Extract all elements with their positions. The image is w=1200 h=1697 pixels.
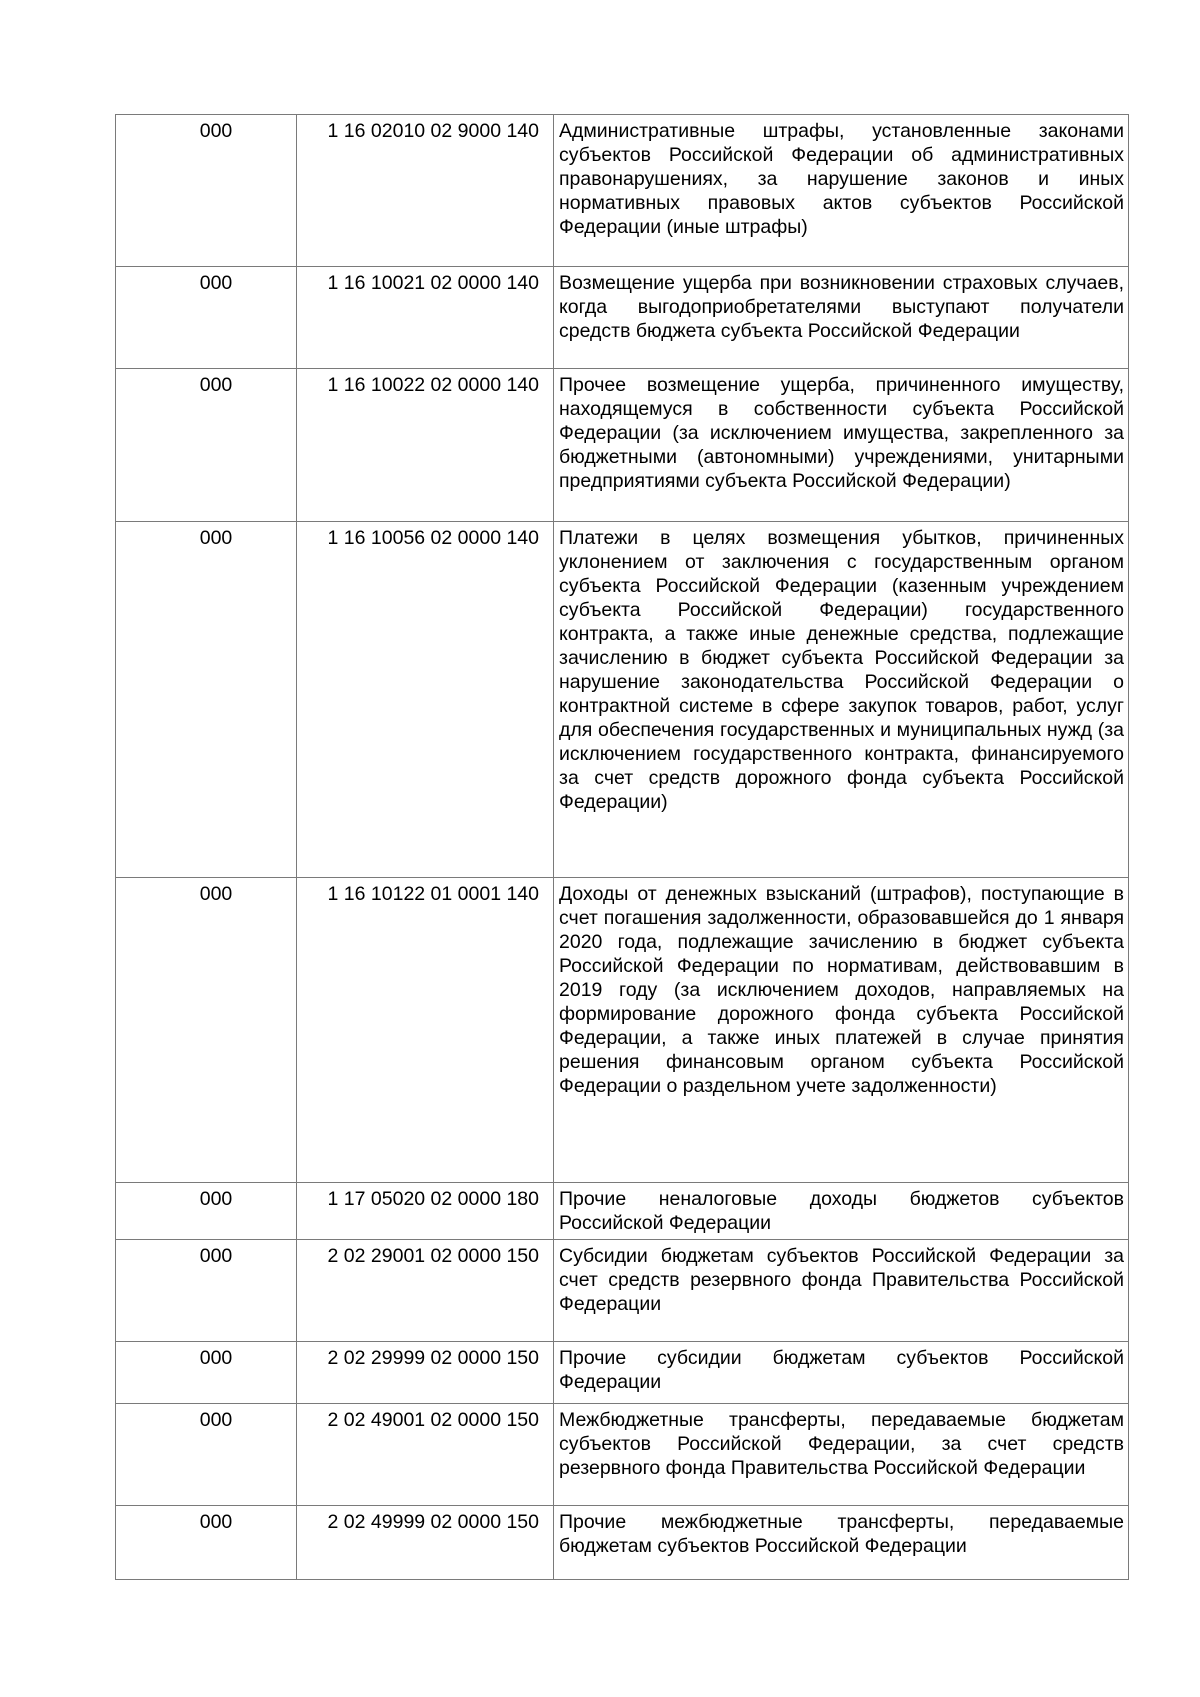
revenue-name-cell: Доходы от денежных взысканий (штрафов), поступающие в счет погашения задолженности, образовавшейся до 1 января 2020 года, подлежащие зачислению в бюджет субъекта Российской Федерации по нормативам, действовавшим в 2019 году (за исключением доходов, направляемых на формирование дорожного фонда субъекта Российской Федерации, а также иных платежей в случае принятия решения финансовым органом субъекта Российской Федерации о раздельном учете задолженности) — [554, 878, 1129, 1183]
admin-code: 000 — [199, 120, 233, 142]
revenue-code-cell: 1 16 10021 02 0000 140 — [297, 267, 554, 369]
table-row — [116, 267, 1129, 369]
admin-code-cell — [116, 878, 297, 1183]
admin-code: 000 — [199, 1409, 233, 1431]
admin-code: 000 — [199, 1188, 233, 1210]
admin-code-cell — [116, 522, 297, 878]
revenue-name-cell: Субсидии бюджетам субъектов Российской Федерации за счет средств резервного фонда Правительства Российской Федерации — [554, 1240, 1129, 1342]
admin-code: 000 — [199, 527, 233, 549]
table-row — [116, 369, 1129, 522]
table-row — [116, 1240, 1129, 1342]
revenue-name-cell: Прочее возмещение ущерба, причиненного имуществу, находящемуся в собственности субъекта Российской Федерации (за исключением имущества, закрепленного за бюджетными (автономными) учреждениями, унитарными предприятиями субъекта Российской Федерации) — [554, 369, 1129, 522]
revenue-code-cell: 1 16 02010 02 9000 140 — [297, 115, 554, 267]
revenue-name-cell: Платежи в целях возмещения убытков, причиненных уклонением от заключения с государственным органом субъекта Российской Федерации (казенным учреждением субъекта Российской Федерации) государственного контракта, а также иные денежные средства, подлежащие зачислению в бюджет субъекта Российской Федерации за нарушение законодательства Российской Федерации о контрактной системе в сфере закупок товаров, работ, услуг для обеспечения государственных и муниципальных нужд (за исключением государственного контракта, финансируемого за счет средств дорожного фонда субъекта Российской Федерации) — [554, 522, 1129, 878]
admin-code-cell — [116, 1342, 297, 1404]
admin-code-cell — [116, 1183, 297, 1240]
admin-code-cell — [116, 1506, 297, 1580]
revenue-name-cell: Прочие субсидии бюджетам субъектов Российской Федерации — [554, 1342, 1129, 1404]
revenue-name-cell: Межбюджетные трансферты, передаваемые бюджетам субъектов Российской Федерации, за счет средств резервного фонда Правительства Российской Федерации — [554, 1404, 1129, 1506]
admin-code-cell — [116, 267, 297, 369]
admin-code: 000 — [199, 1511, 233, 1533]
revenue-code-cell: 1 16 10056 02 0000 140 — [297, 522, 554, 878]
revenue-code-cell: 1 17 05020 02 0000 180 — [297, 1183, 554, 1240]
admin-code: 000 — [199, 883, 233, 905]
revenue-code-cell: 2 02 29999 02 0000 150 — [297, 1342, 554, 1404]
revenue-code-cell: 1 16 10022 02 0000 140 — [297, 369, 554, 522]
table-row — [116, 878, 1129, 1183]
admin-code-cell — [116, 115, 297, 267]
revenue-name-cell: Возмещение ущерба при возникновении страховых случаев, когда выгодоприобретателями выступают получатели средств бюджета субъекта Российской Федерации — [554, 267, 1129, 369]
table-row — [116, 1183, 1129, 1240]
admin-code-cell — [116, 369, 297, 522]
revenue-code-cell: 1 16 10122 01 0001 140 — [297, 878, 554, 1183]
revenue-code-cell: 2 02 49999 02 0000 150 — [297, 1506, 554, 1580]
table-row — [116, 115, 1129, 267]
revenue-name-cell: Прочие межбюджетные трансферты, передаваемые бюджетам субъектов Российской Федерации — [554, 1506, 1129, 1580]
table-row — [116, 1506, 1129, 1580]
table-row — [116, 1404, 1129, 1506]
revenue-code-cell: 2 02 49001 02 0000 150 — [297, 1404, 554, 1506]
table-row — [116, 1342, 1129, 1404]
admin-code: 000 — [199, 1347, 233, 1369]
revenue-code-cell: 2 02 29001 02 0000 150 — [297, 1240, 554, 1342]
revenue-classification-table — [115, 114, 1129, 1580]
admin-code-cell — [116, 1240, 297, 1342]
admin-code: 000 — [199, 1245, 233, 1267]
admin-code-cell — [116, 1404, 297, 1506]
admin-code: 000 — [199, 374, 233, 396]
revenue-name-cell: Административные штрафы, установленные законами субъектов Российской Федерации об административных правонарушениях, за нарушение законов и иных нормативных правовых актов субъектов Российской Федерации (иные штрафы) — [554, 115, 1129, 267]
revenue-name-cell: Прочие неналоговые доходы бюджетов субъектов Российской Федерации — [554, 1183, 1129, 1240]
admin-code: 000 — [199, 272, 233, 294]
table-row — [116, 522, 1129, 878]
